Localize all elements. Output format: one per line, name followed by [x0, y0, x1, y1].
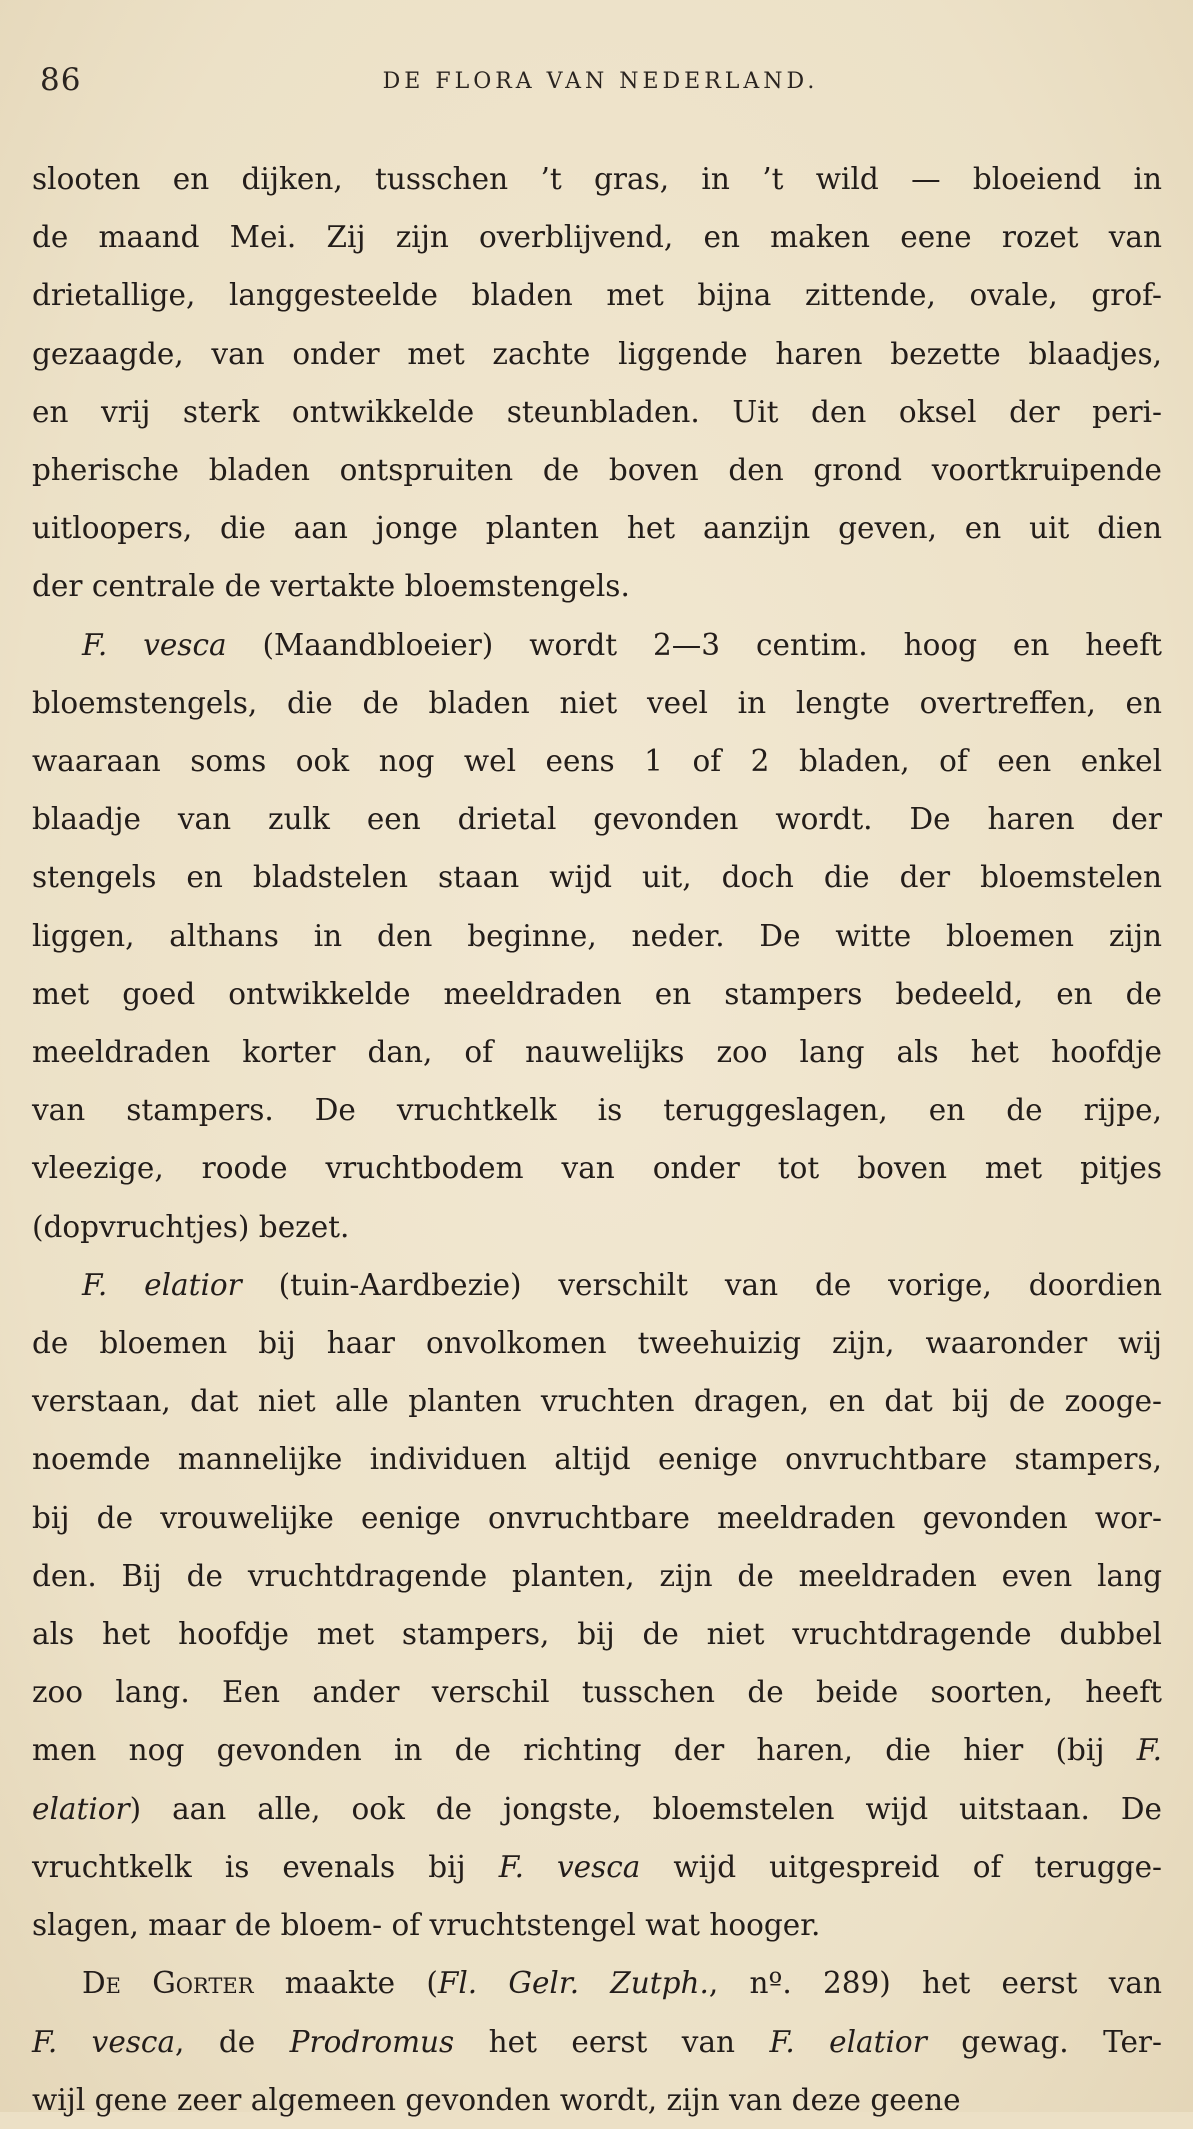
- text-line: [32, 1721, 1162, 1779]
- text-line: [32, 383, 1162, 441]
- running-title: DE FLORA VAN NEDERLAND.: [382, 69, 819, 94]
- text-run: bloemstengels, die de bladen niet veel in lengte overtreffen, en: [32, 685, 1162, 720]
- small-caps-text: De Gorter: [82, 1966, 254, 2001]
- paragraph: [32, 150, 1162, 616]
- text-run: uitloopers, die aan jonge planten het aanzijn geven, en uit dien: [32, 511, 1162, 546]
- text-line: [32, 1023, 1162, 1081]
- text-run: slagen, maar de bloem- of vruchtstengel wat hooger.: [32, 1908, 821, 1943]
- text-run: (tuin-Aardbezie) verschilt van de vorige, doordien: [241, 1267, 1162, 1302]
- text-line: [32, 1198, 1162, 1256]
- text-run: gewag. Ter-: [926, 2024, 1162, 2059]
- text-line: [32, 1547, 1162, 1605]
- text-line: [32, 441, 1162, 499]
- text-run: blaadje van zulk een drietal gevonden wordt. De haren der: [32, 802, 1162, 837]
- text-line: [32, 674, 1162, 732]
- paragraph: [32, 1954, 1162, 2129]
- italic-text: Fl. Gelr. Zutph.: [437, 1966, 709, 2001]
- paragraph: [32, 616, 1162, 1256]
- text-line: [32, 790, 1162, 848]
- text-run: (Maandbloeier) wordt 2—3 centim. hoog en heeft: [226, 627, 1162, 662]
- text-run: ) aan alle, ook de jongste, bloemstelen wijd uitstaan. De: [129, 1791, 1162, 1826]
- text-run: den. Bij de vruchtdragende planten, zijn de meeldraden even lang: [32, 1558, 1162, 1593]
- text-run: als het hoofdje met stampers, bij de niet vruchtdragende dubbel: [32, 1617, 1162, 1652]
- text-line: [32, 499, 1162, 557]
- text-run: vruchtkelk is evenals bij: [32, 1849, 499, 1884]
- text-run: men nog gevonden in de richting der haren, die hier (bij: [32, 1733, 1137, 1768]
- text-line: [32, 1139, 1162, 1197]
- text-run: , de: [175, 2024, 290, 2059]
- text-run: de bloemen bij haar onvolkomen tweehuizig zijn, waaronder wij: [32, 1326, 1162, 1361]
- text-line: [32, 1954, 1162, 2012]
- text-run: stengels en bladstelen staan wijd uit, doch die der bloemstelen: [32, 860, 1162, 895]
- text-line: [32, 732, 1162, 790]
- text-line: [32, 1605, 1162, 1663]
- text-run: (dopvruchtjes) bezet.: [32, 1209, 350, 1244]
- text-line: [32, 1896, 1162, 1954]
- text-run: meeldraden korter dan, of nauwelijks zoo lang als het hoofdje: [32, 1035, 1162, 1070]
- italic-text: Prodromus: [289, 2024, 455, 2059]
- text-line: [32, 616, 1162, 674]
- text-line: [32, 1838, 1162, 1896]
- text-line: [32, 2071, 1162, 2129]
- text-line: [32, 2013, 1162, 2071]
- italic-text: F.: [1136, 1733, 1162, 1768]
- text-line: [32, 1780, 1162, 1838]
- text-line: [32, 266, 1162, 324]
- body-text: [32, 150, 1162, 2129]
- text-line: [32, 208, 1162, 266]
- paragraph: [32, 1256, 1162, 1954]
- text-line: [32, 325, 1162, 383]
- text-line: [32, 557, 1162, 615]
- italic-text: F. elatior: [769, 2024, 927, 2059]
- text-line: [32, 150, 1162, 208]
- text-run: met goed ontwikkelde meeldraden en stampers bedeeld, en de: [32, 976, 1162, 1011]
- text-run: drietallige, langgesteelde bladen met bijna zittende, ovale, grof-: [32, 278, 1162, 313]
- italic-text: elatior: [32, 1791, 130, 1826]
- text-run: waaraan soms ook nog wel eens 1 of 2 bladen, of een enkel: [32, 744, 1162, 779]
- italic-text: F. vesca: [32, 2024, 176, 2059]
- text-line: [32, 1314, 1162, 1372]
- text-run: zoo lang. Een ander verschil tusschen de beide soorten, heeft: [32, 1675, 1162, 1710]
- text-run: wijd uitgespreid of terugge-: [640, 1849, 1163, 1884]
- text-run: wijl gene zeer algemeen gevonden wordt, zijn van deze geene: [32, 2082, 961, 2117]
- text-run: het eerst van: [454, 2024, 770, 2059]
- text-line: [32, 1081, 1162, 1139]
- text-run: van stampers. De vruchtkelk is teruggeslagen, en de rijpe,: [32, 1093, 1162, 1128]
- text-line: [32, 1663, 1162, 1721]
- text-run: slooten en dijken, tusschen ’t gras, in ’t wild — bloeiend in: [32, 162, 1162, 196]
- text-run: gezaagde, van onder met zachte liggende haren bezette blaadjes,: [32, 336, 1162, 371]
- text-line: [32, 965, 1162, 1023]
- text-run: verstaan, dat niet alle planten vruchten dragen, en dat bij de zooge-: [32, 1384, 1162, 1419]
- text-run: bij de vrouwelijke eenige onvruchtbare meeldraden gevonden wor-: [32, 1500, 1162, 1535]
- text-run: liggen, althans in den beginne, neder. De witte bloemen zijn: [32, 918, 1162, 953]
- italic-text: F. vesca: [498, 1849, 641, 1884]
- italic-text: F. vesca: [82, 627, 227, 662]
- text-run: noemde mannelijke individuen altijd eenige onvruchtbare stampers,: [32, 1442, 1162, 1477]
- page-header: [40, 62, 1161, 112]
- italic-text: F. elatior: [82, 1267, 242, 1302]
- text-run: , nº. 289) het eerst van: [708, 1966, 1163, 2001]
- page-number: 86: [40, 62, 82, 98]
- text-run: de maand Mei. Zij zijn overblijvend, en maken eene rozet van: [32, 220, 1162, 255]
- text-line: [32, 1430, 1162, 1488]
- text-run: der centrale de vertakte bloemstengels.: [32, 569, 630, 604]
- text-run: vleezige, roode vruchtbodem van onder tot boven met pitjes: [32, 1151, 1162, 1186]
- text-line: [32, 1372, 1162, 1430]
- text-line: [32, 1489, 1162, 1547]
- text-line: [32, 907, 1162, 965]
- text-run: pherische bladen ontspruiten de boven den grond voortkruipende: [32, 453, 1162, 488]
- text-run: en vrij sterk ontwikkelde steunbladen. Uit den oksel der peri-: [32, 394, 1162, 429]
- text-run: maakte (: [253, 1966, 438, 2001]
- text-line: [32, 848, 1162, 906]
- text-line: [32, 1256, 1162, 1314]
